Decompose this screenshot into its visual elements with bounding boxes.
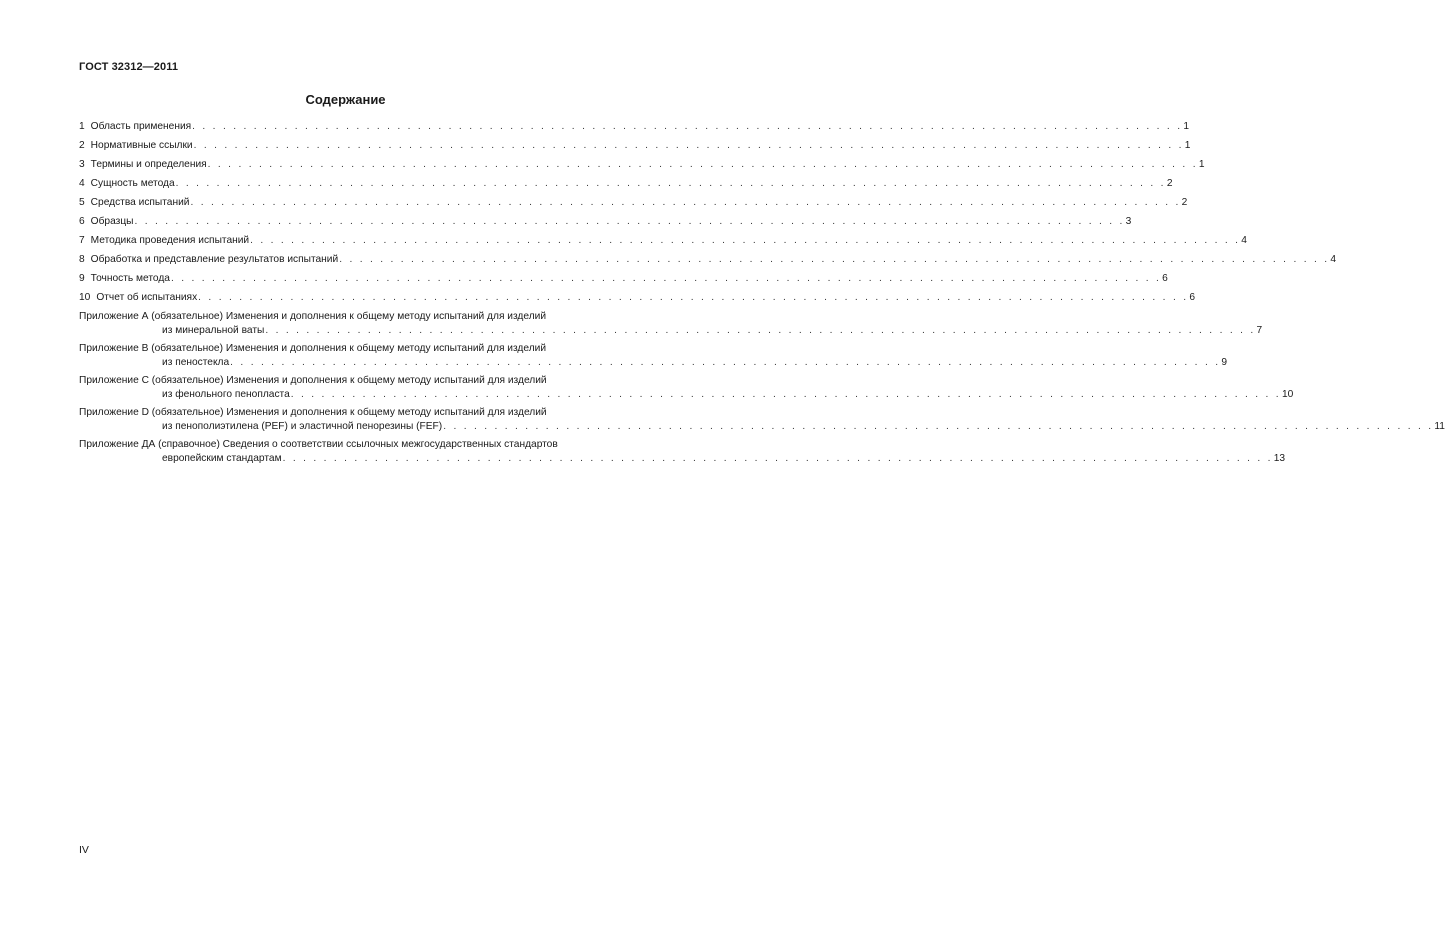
toc-appendix[interactable] <box>79 310 1263 338</box>
toc-text: Нормативные ссылки <box>90 140 193 151</box>
toc-number: 6 <box>79 216 85 227</box>
toc-text: Область применения <box>90 121 192 132</box>
leader-dots: . . . . . . . . . . . . . . . . . . . . . . . . . . . . . . . . . . . . . . . . . . . . . . . . . . . . . . . . . . . . . . . . . . . . . . . . . . . . . . . . . . . . . . . . . . . . . . . . . <box>290 389 1281 400</box>
appendix-continuation <box>79 388 1294 402</box>
page-number: IV <box>79 844 89 856</box>
leader-dots: . . . . . . . . . . . . . . . . . . . . . . . . . . . . . . . . . . . . . . . . . . . . . . . . . . . . . . . . . . . . . . . . . . . . . . . . . . . . . . . . . . . . . . . . . . . . . . . . . <box>190 197 1181 208</box>
toc-number: 8 <box>79 254 85 265</box>
appendix-subtitle: из фенольного пенопласта <box>162 389 290 400</box>
toc-page: 7 <box>1256 325 1263 336</box>
leader-dots: . . . . . . . . . . . . . . . . . . . . . . . . . . . . . . . . . . . . . . . . . . . . . . . . . . . . . . . . . . . . . . . . . . . . . . . . . . . . . . . . . . . . . . . . . . . . . . . . . <box>198 292 1189 303</box>
appendix-title: Приложение А (обязательное) Изменения и дополнения к общему методу испытаний для изделий <box>79 311 547 322</box>
toc-entry[interactable] <box>79 120 1189 134</box>
toc-text: Сущность метода <box>90 178 175 189</box>
toc-page: 3 <box>1125 216 1132 227</box>
leader-dots: . . . . . . . . . . . . . . . . . . . . . . . . . . . . . . . . . . . . . . . . . . . . . . . . . . . . . . . . . . . . . . . . . . . . . . . . . . . . . . . . . . . . . . . . . . . . . . . . . <box>134 216 1125 227</box>
toc-page: 9 <box>1221 357 1228 368</box>
toc-appendix[interactable] <box>79 438 1286 466</box>
toc-page: 1 <box>1198 159 1205 170</box>
toc-page: 2 <box>1181 197 1188 208</box>
appendix-continuation <box>79 420 1445 434</box>
toc-page: 11 <box>1434 421 1445 432</box>
toc-text: Средства испытаний <box>90 197 190 208</box>
document-code: ГОСТ 32312—2011 <box>79 61 179 73</box>
appendix-title: Приложение ДА (справочное) Сведения о соответствии ссылочных межгосударственных стандартов <box>79 439 558 450</box>
leader-dots: . . . . . . . . . . . . . . . . . . . . . . . . . . . . . . . . . . . . . . . . . . . . . . . . . . . . . . . . . . . . . . . . . . . . . . . . . . . . . . . . . . . . . . . . . . . . . . . . . <box>250 235 1241 246</box>
appendix-subtitle: из пеностекла <box>162 357 230 368</box>
toc-entry[interactable] <box>79 234 1247 248</box>
toc-text: Отчет об испытаниях <box>96 292 198 303</box>
toc-entry[interactable] <box>79 196 1188 210</box>
table-of-contents <box>79 120 1445 470</box>
toc-page: 4 <box>1330 254 1337 265</box>
leader-dots: . . . . . . . . . . . . . . . . . . . . . . . . . . . . . . . . . . . . . . . . . . . . . . . . . . . . . . . . . . . . . . . . . . . . . . . . . . . . . . . . . . . . . . . . . . . . . . . . . <box>230 357 1221 368</box>
leader-dots: . . . . . . . . . . . . . . . . . . . . . . . . . . . . . . . . . . . . . . . . . . . . . . . . . . . . . . . . . . . . . . . . . . . . . . . . . . . . . . . . . . . . . . . . . . . . . . . . . <box>443 421 1434 432</box>
toc-number: 5 <box>79 197 85 208</box>
appendix-continuation <box>79 452 1286 466</box>
toc-text: Термины и определения <box>90 159 207 170</box>
toc-page: 10 <box>1281 389 1294 400</box>
leader-dots: . . . . . . . . . . . . . . . . . . . . . . . . . . . . . . . . . . . . . . . . . . . . . . . . . . . . . . . . . . . . . . . . . . . . . . . . . . . . . . . . . . . . . . . . . . . . . . . . . <box>193 140 1184 151</box>
toc-number: 3 <box>79 159 85 170</box>
toc-number: 2 <box>79 140 85 151</box>
toc-number: 10 <box>79 292 91 303</box>
leader-dots: . . . . . . . . . . . . . . . . . . . . . . . . . . . . . . . . . . . . . . . . . . . . . . . . . . . . . . . . . . . . . . . . . . . . . . . . . . . . . . . . . . . . . . . . . . . . . . . . . <box>192 121 1183 132</box>
toc-page: 1 <box>1184 140 1191 151</box>
appendix-title: Приложение С (обязательное) Изменения и дополнения к общему методу испытаний для изделий <box>79 375 547 386</box>
appendix-subtitle: из пенополиэтилена (PEF) и эластичной пенорезины (FEF) <box>162 421 443 432</box>
toc-number: 7 <box>79 235 85 246</box>
toc-page: 6 <box>1162 273 1168 284</box>
toc-entry[interactable] <box>79 177 1173 191</box>
toc-entry[interactable] <box>79 272 1168 286</box>
toc-text: Обработка и представление результатов испытаний <box>90 254 339 265</box>
toc-text: Образцы <box>90 216 134 227</box>
toc-text: Методика проведения испытаний <box>90 235 250 246</box>
toc-page: 2 <box>1166 178 1173 189</box>
appendix-continuation <box>79 324 1263 338</box>
appendix-title: Приложение В (обязательное) Изменения и дополнения к общему методу испытаний для изделий <box>79 343 547 354</box>
page-title: Содержание <box>305 92 386 107</box>
appendix-title: Приложение D (обязательное) Изменения и дополнения к общему методу испытаний для изделий <box>79 407 547 418</box>
toc-entry[interactable] <box>79 215 1132 229</box>
toc-page: 13 <box>1273 453 1286 464</box>
toc-entry[interactable] <box>79 139 1191 153</box>
toc-page: 1 <box>1183 121 1189 132</box>
toc-entry[interactable] <box>79 158 1205 172</box>
toc-entry[interactable] <box>79 291 1196 305</box>
toc-text: Точность метода <box>90 273 170 284</box>
appendix-continuation <box>79 356 1228 370</box>
leader-dots: . . . . . . . . . . . . . . . . . . . . . . . . . . . . . . . . . . . . . . . . . . . . . . . . . . . . . . . . . . . . . . . . . . . . . . . . . . . . . . . . . . . . . . . . . . . . . . . . . <box>207 159 1198 170</box>
toc-entry[interactable] <box>79 253 1337 267</box>
toc-page: 4 <box>1241 235 1247 246</box>
toc-appendix[interactable] <box>79 342 1228 370</box>
toc-number: 9 <box>79 273 85 284</box>
toc-appendix[interactable] <box>79 406 1445 434</box>
toc-number: 1 <box>79 121 85 132</box>
leader-dots: . . . . . . . . . . . . . . . . . . . . . . . . . . . . . . . . . . . . . . . . . . . . . . . . . . . . . . . . . . . . . . . . . . . . . . . . . . . . . . . . . . . . . . . . . . . . . . . . . <box>170 273 1162 284</box>
leader-dots: . . . . . . . . . . . . . . . . . . . . . . . . . . . . . . . . . . . . . . . . . . . . . . . . . . . . . . . . . . . . . . . . . . . . . . . . . . . . . . . . . . . . . . . . . . . . . . . . . <box>175 178 1166 189</box>
leader-dots: . . . . . . . . . . . . . . . . . . . . . . . . . . . . . . . . . . . . . . . . . . . . . . . . . . . . . . . . . . . . . . . . . . . . . . . . . . . . . . . . . . . . . . . . . . . . . . . . . <box>282 453 1273 464</box>
leader-dots: . . . . . . . . . . . . . . . . . . . . . . . . . . . . . . . . . . . . . . . . . . . . . . . . . . . . . . . . . . . . . . . . . . . . . . . . . . . . . . . . . . . . . . . . . . . . . . . . . <box>339 254 1330 265</box>
appendix-subtitle: европейским стандартам <box>162 453 282 464</box>
toc-number: 4 <box>79 178 85 189</box>
toc-page: 6 <box>1189 292 1196 303</box>
leader-dots: . . . . . . . . . . . . . . . . . . . . . . . . . . . . . . . . . . . . . . . . . . . . . . . . . . . . . . . . . . . . . . . . . . . . . . . . . . . . . . . . . . . . . . . . . . . . . . . . . <box>265 325 1256 336</box>
toc-appendix[interactable] <box>79 374 1294 402</box>
appendix-subtitle: из минеральной ваты <box>162 325 265 336</box>
